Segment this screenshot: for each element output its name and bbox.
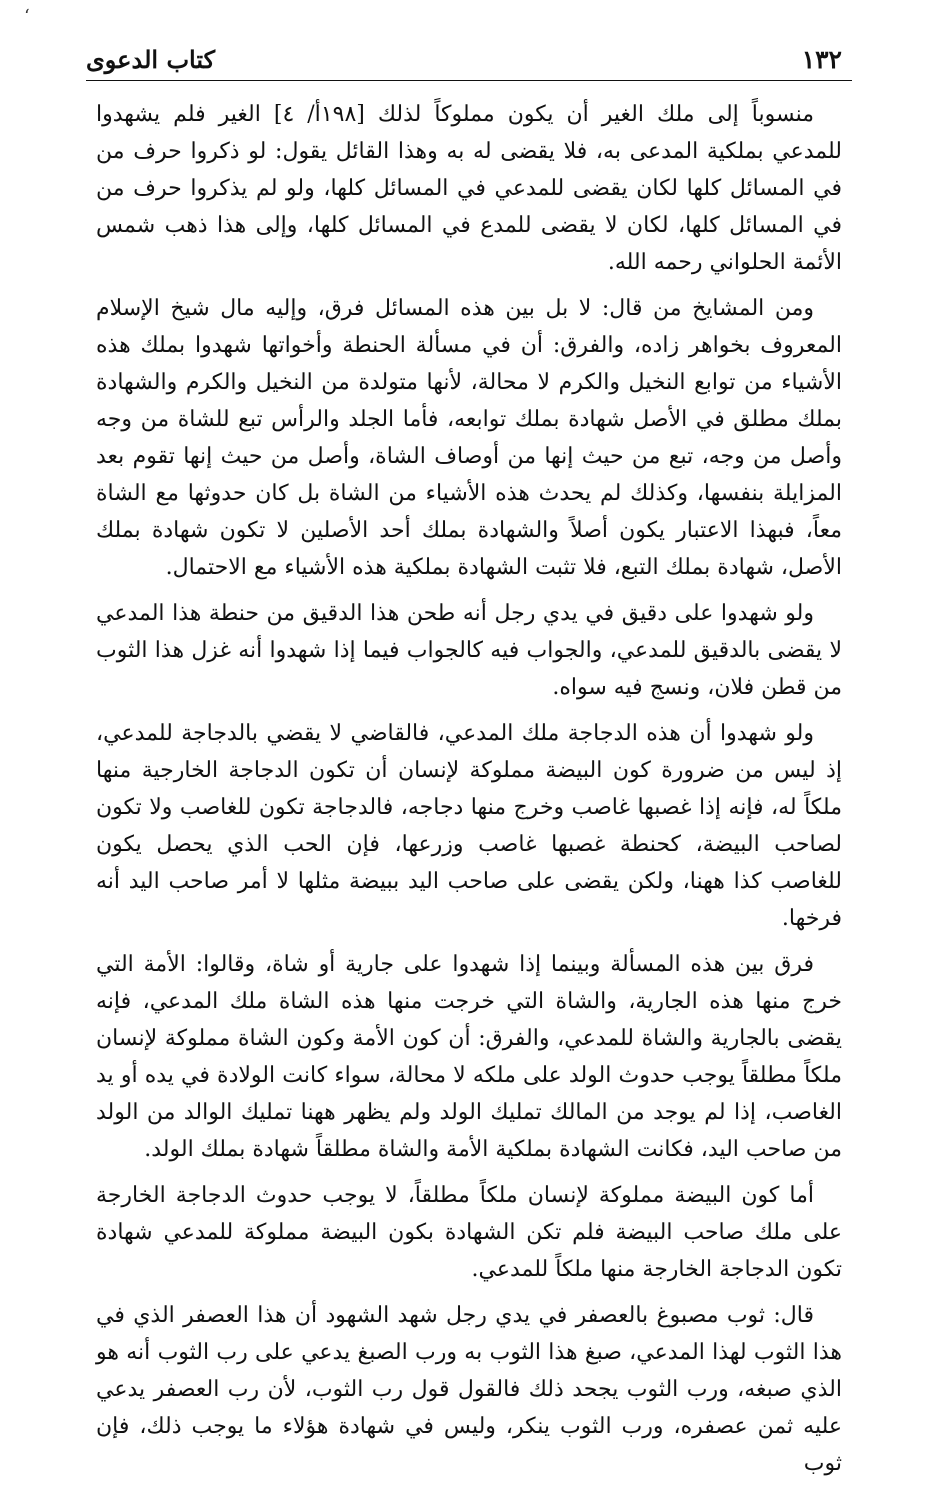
- paragraph-5: فرق بين هذه المسألة وبينما إذا شهدوا على جارية أو شاة، وقالوا: الأمة التي خرج منها هذه الجارية، والشاة التي خرجت منها هذه الشاة ملك المدعي، فإنه يقضى بالجارية والشاة للمدعي، والفرق: أن كون الأمة وكون الشاة مملوكة لإنسان ملكاً مطلقاً يوجب حدوث الولد على ملكه لا محالة، سواء كانت الولادة في يده أو يد الغاصب، إذا لم يوجد من المالك تمليك الولد ولم يظهر ههنا تمليك الوالد من الولد من صاحب اليد، فكانت الشهادة بملكية الأمة والشاة مطلقاً شهادة بملك الولد.: [96, 952, 842, 1162]
- paragraph-1: منسوباً إلى ملك الغير أن يكون مملوكاً لذلك [١٩٨أ/ ٤] الغير فلم يشهدوا للمدعي بملكية المدعى به، فلا يقضى له به وهذا القائل يقول: لو ذكروا حرف من في المسائل كلها لكان يقضى للمدعي في المسائل كلها، ولو لم يذكروا حرف من في المسائل كلها، لكان لا يقضى للمدع في المسائل كلها، وإلى هذا ذهب شمس الأئمة الحلواني رحمه الله.: [96, 102, 842, 275]
- page-number: ١٣٢: [801, 45, 842, 74]
- paragraph-6: أما كون البيضة مملوكة لإنسان ملكاً مطلقاً، لا يوجب حدوث الدجاجة الخارجة على ملك صاحب البيضة فلم تكن الشهادة بكون البيضة مملوكة للمدعي شهادة تكون الدجاجة الخارجة منها ملكاً للمدعي.: [96, 1183, 842, 1282]
- header-rule: [86, 80, 852, 81]
- paragraph-4: ولو شهدوا أن هذه الدجاجة ملك المدعي، فالقاضي لا يقضي بالدجاجة للمدعي، إذ ليس من ضرورة كون البيضة مملوكة لإنسان أن تكون الدجاجة الخارجية منها ملكاً له، فإنه إذا غصبها غاصب وخرج منها دجاجه، فالدجاجة تكون للغاصب ولا تكون لصاحب البيضة، كحنطة غصبها غاصب وزرعها، فإن الحب الذي يحصل يكون للغاصب كذا ههنا، ولكن يقضى على صاحب اليد ببيضة مثلها لا أمر صاحب اليد أنه فرخها.: [96, 721, 842, 931]
- paragraph-3: ولو شهدوا على دقيق في يدي رجل أنه طحن هذا الدقيق من حنطة هذا المدعي لا يقضى بالدقيق للمدعي، والجواب فيه كالجواب فيما إذا شهدوا أنه غزل هذا الثوب من قطن فلان، ونسج فيه سواه.: [96, 601, 842, 700]
- body-text: [96, 96, 842, 1491]
- page-header: [86, 38, 842, 72]
- running-title: كتاب الدعوى: [86, 45, 216, 74]
- paragraph-7: قال: ثوب مصبوغ بالعصفر في يدي رجل شهد الشهود أن هذا العصفر الذي في هذا الثوب لهذا المدعي، صبغ هذا الثوب به ورب الصبغ يدعي على رب الثوب أنه هو الذي صبغه، ورب الثوب يجحد ذلك فالقول قول رب الثوب، لأن رب العصفر يدعي عليه ثمن عصفره، ورب الثوب ينكر، وليس في شهادة هؤلاء ما يوجب ذلك، فإن ثوب: [96, 1303, 842, 1476]
- paragraph-2: ومن المشايخ من قال: لا بل بين هذه المسائل فرق، وإليه مال شيخ الإسلام المعروف بخواهر زاده، والفرق: أن في مسألة الحنطة وأخواتها شهدوا بملك هذه الأشياء من توابع النخيل والكرم لا محالة، لأنها متولدة من النخيل والكرم والشهادة بملك مطلق في الأصل شهادة بملك توابعه، فأما الجلد والرأس تبع للشاة من وجه وأصل من وجه، تبع من حيث إنها من أوصاف الشاة، وأصل من حيث إنها تقوم بعد المزايلة بنفسها، وكذلك لم يحدث هذه الأشياء من الشاة بل كان حدوثها مع الشاة معاً، فبهذا الاعتبار يكون أصلاً والشهادة بملك أحد الأصلين لا تكون شهادة بملك الأصل، شهادة بملك التبع، فلا تثبت الشهادة بملكية هذه الأشياء مع الاحتمال.: [96, 296, 842, 580]
- corner-mark: ʻ: [24, 6, 30, 27]
